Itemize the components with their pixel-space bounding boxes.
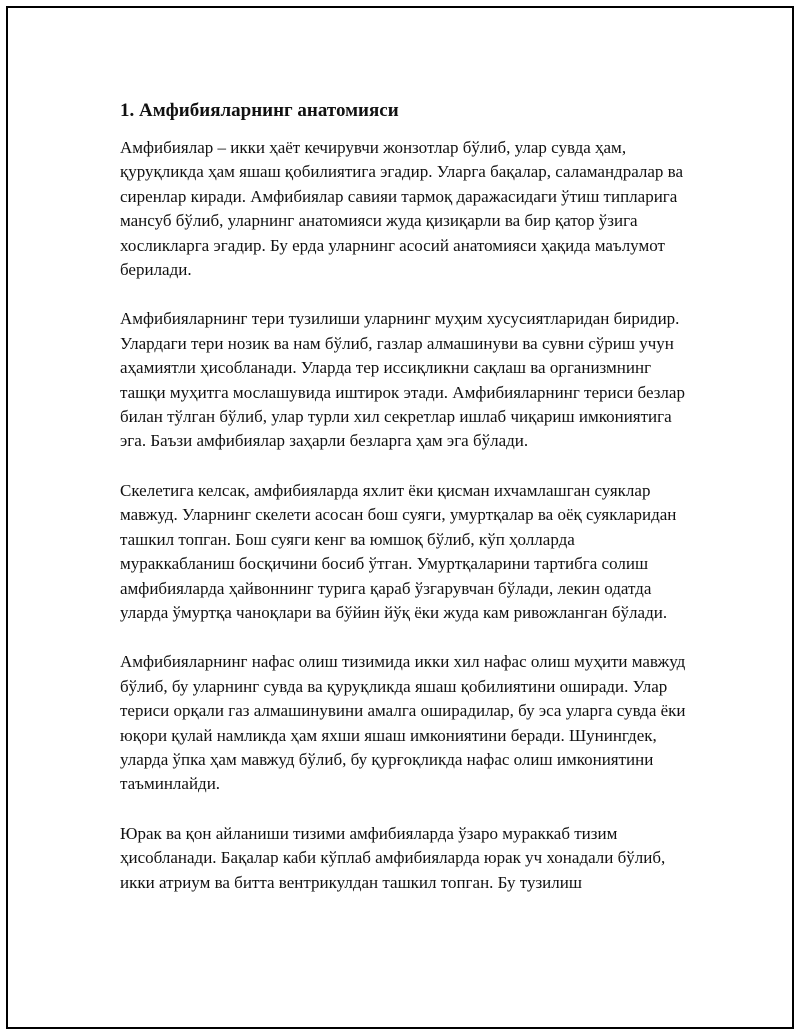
document-body: [120, 98, 692, 920]
paragraph-skin: Амфибияларнинг тери тузилиши уларнинг муҳим хусусиятларидан биридир. Улардаги тери нозик ва нам бўлиб, газлар алмашинуви ва сувни сўриш учун аҳамиятли ҳисобланади. Уларда тер иссиқликни сақлаш ва организмнинг ташқи муҳитга мослашувида иштирок этади. Амфибияларнинг териси безлар билан тўлган бўлиб, улар турли хил секретлар ишлаб чиқариш имкониятига эга. Баъзи амфибиялар заҳарли безларга ҳам эга бўлади.: [120, 309, 685, 451]
paragraph-intro: Амфибиялар – икки ҳаёт кечирувчи жонзотлар бўлиб, улар сувда ҳам, қуруқликда ҳам яшаш қобилиятига эгадир. Уларга бақалар, саламандралар ва сиренлар киради. Амфибиялар савияи тармоқ даражасидаги ўтиш типларига мансуб бўлиб, уларнинг анатомияси жуда қизиқарли ва бир қатор ўзига хосликларга эгадир. Бу ерда уларнинг асосий анатомияси ҳақида маълумот берилади.: [120, 138, 684, 280]
paragraph-circulation: Юрак ва қон айланиши тизими амфибияларда ўзаро мураккаб тизим ҳисобланади. Бақалар каби кўплаб амфибияларда юрак уч хонадали бўлиб, икки атриум ва битта вентрикулдан ташкил топган. Бу тузилиш: [120, 823, 666, 892]
paragraph-skeleton: Скелетига келсак, амфибияларда яхлит ёки қисман ихчамлашган суяклар мавжуд. Уларнинг скелети асосан бош суяги, умуртқалар ва оёқ суякларидан ташкил топган. Бош суяги кенг ва юмшоқ бўлиб, кўп ҳолларда мураккабланиш босқичини босиб ўтган. Умуртқаларини тартибга солиш амфибияларда ҳайвоннинг турига қараб ўзгарувчан бўлади, лекин одатда уларда ўмуртқа чаноқлари ва бўйин йўқ ёки жуда кам ривожланган бўлади.: [120, 480, 677, 622]
page-frame: [6, 6, 794, 1029]
section-heading: 1. Амфибияларнинг анатомияси: [120, 100, 399, 121]
paragraph-respiration: Амфибияларнинг нафас олиш тизимида икки хил нафас олиш муҳити мавжуд бўлиб, бу уларнинг сувда ва қуруқликда яшаш қобилиятини оширади. Улар териси орқали газ алмашинувини амалга оширадилар, бу эса уларга сувда ёки юқори қулай намликда ҳам яхши яшаш имкониятини беради. Шунингдек, уларда ўпка ҳам мавжуд бўлиб, бу қурғоқликда нафас олиш имкониятини таъминлайди.: [120, 652, 686, 794]
